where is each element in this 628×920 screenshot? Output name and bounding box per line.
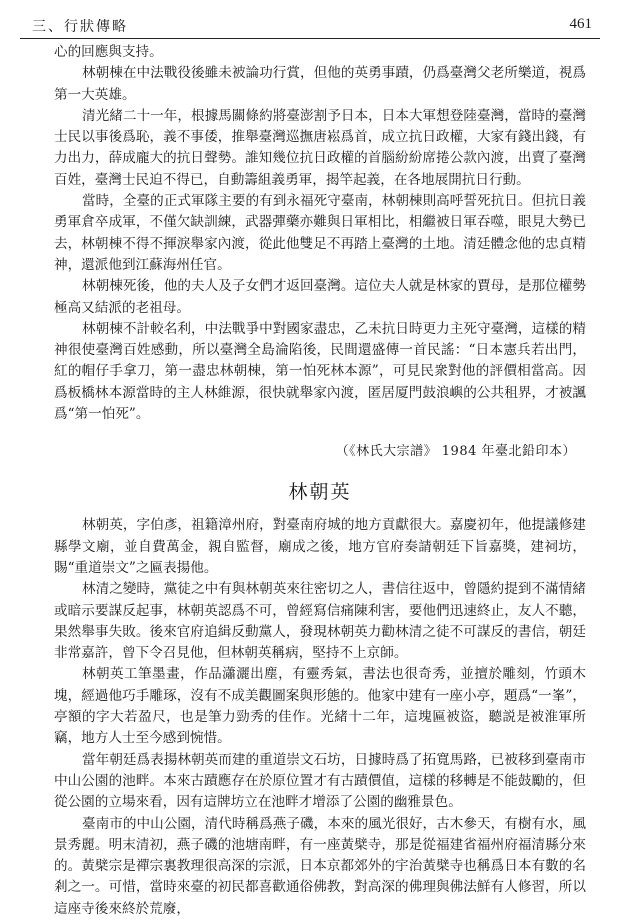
article-title: 林朝英 — [288, 481, 352, 504]
page-header — [20, 8, 600, 39]
paragraph: 林朝棟不計較名利，中法戰爭中對國家盡忠，乙未抗日時更力主死守臺灣，這樣的精神很使臺灣百姓感動，所以臺灣全島淪陷後，民間還盛傳一首民謠：“日本憲兵若出門，紅的帽仔手拿刀，第一盡忠林朝棟，第一怕死林本源”，可見民衆對他的評價相當高。因爲板橋林本源當時的主人林維源，很快就舉家內渡，匿居厦門鼓浪嶼的公共租界，才被諷爲“第一怕死”。 — [54, 320, 586, 423]
paragraph: 當年朝廷爲表揚林朝英而建的重道崇文石坊，日據時爲了拓寬馬路，已被移到臺南市中山公園的池畔。本來古蹟應存在於原位置才有古蹟價值，這樣的移轉是不能鼓勵的，但從公園的立場來看，因有這牌坊立在池畔才增添了公園的幽雅景色。 — [54, 751, 586, 811]
paragraph: 林朝英工筆墨畫，作品瀟灑出塵，有靈秀氣，書法也很奇秀，並擅於雕刻，竹頭木塊，經過他巧手雕琢，沒有不成美觀圖案與形態的。他家中建有一座小亭，題爲“一峯”，亭額的字大若盈尺，也是筆力勁秀的佳作。光緒十二年，這塊匾被盜，聽説是被淮軍所竊，地方人士至今感到惋惜。 — [54, 666, 586, 747]
paragraph: 清光緒二十一年，根據馬關條約將臺澎割予日本，日本大軍想登陸臺灣，當時的臺灣士民以事後爲恥，義不事倭，推舉臺灣巡撫唐崧爲首，成立抗日政權，大家有錢出錢，有力出力，薛成龐大的抗日聲勢。誰知幾位抗日政權的首腦紛紛席捲公款內渡，出賣了臺灣百姓，臺灣士民迫不得已，自動籌組義勇軍，揭竿起義，在各地展開抗日行動。 — [54, 107, 586, 188]
page-number: 461 — [569, 16, 592, 32]
source-citation: （《林氏大宗譜》 1984 年臺北鉛印本） — [335, 444, 576, 460]
section-title: 三、行狀傳略 — [32, 19, 128, 35]
paragraph: 林朝英，字伯彥，祖籍漳州府，對臺南府城的地方貢獻很大。嘉慶初年，他提議修建縣學文廟，並自費萬金，親自監督，廟成之後，地方官府奏請朝廷下旨嘉獎，建祠坊，賜“重道崇文”之匾表揚他。 — [54, 517, 586, 576]
paragraph: 臺南市的中山公園，清代時稱爲燕子磯，本來的風光很好，古木參天，有樹有水，風景秀麗。明末清初，燕子磯的池塘南畔，有一座黃檗寺，那是從福建省福州府福清縣分來的。黃檗宗是禪宗裏教理很高深的宗派，日本京都郊外的宇治黃檗寺也稱爲日本有數的名剎之一。可惜，當時來臺的初民都喜歡通俗佛教，對高深的佛理與佛法鮮有人修習，所以這座寺後來終於荒廢， — [54, 815, 586, 917]
paragraph: 當時，全臺的正式軍隊主要的有到永福死守臺南，林朝棟則高呼誓死抗日。但抗日義勇軍倉卒成軍，不僅欠缺訓練，武器彈藥亦難與日軍相比，相繼被日軍吞噬，眼見大勢已去，林朝棟不得不揮淚舉家內渡，從此他雙足不再踏上臺灣的土地。清廷體念他的忠貞精神，還派他到江蘇海州任官。 — [54, 193, 586, 273]
page-body — [54, 42, 586, 920]
paragraph: 林朝棟死後，他的夫人及子女們才返回臺灣。這位夫人就是林家的賈母，是那位權勢極高又結派的老祖母。 — [54, 278, 586, 316]
paragraph: 心的回應與支持。 — [54, 44, 163, 60]
paragraph: 林朝棟在中法戰役後雖未被論功行賞，但他的英勇事蹟，仍爲臺灣父老所樂道，視爲第一大英雄。 — [54, 65, 586, 103]
paragraph: 林清之變時，黨徒之中有與林朝英來往密切之人，書信往返中，曾隱約提到不滿情緒或暗示要謀反起事，林朝英認爲不可，曾經寫信痛陳利害，要他們迅速終止，友人不聽，果然舉事失敗。後來官府追緝反動黨人，發現林朝英力勸林清之徒不可謀反的書信，朝廷非常嘉許，曾下令召見他，但林朝英稱病，堅持不上京師。 — [54, 581, 586, 662]
